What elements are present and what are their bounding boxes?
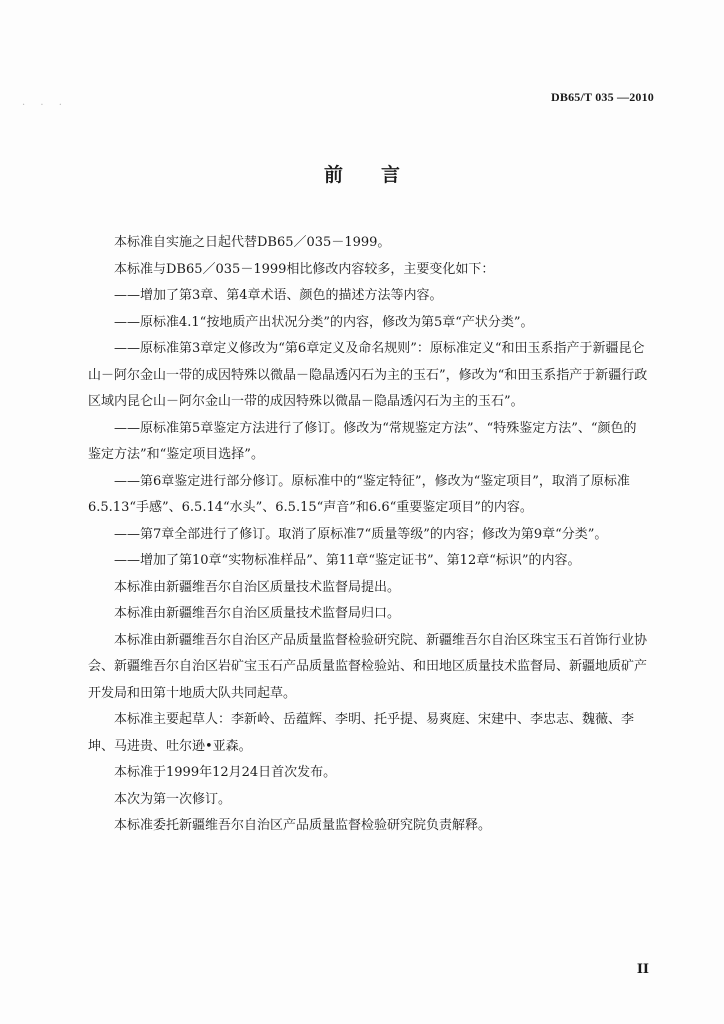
page-number: II [636,962,649,977]
paragraph: 本标准于1999年12月24日首次发布。 [114,765,337,780]
paragraph: ——原标准4.1“按地质产出状况分类”的内容，修改为第5章“产状分类”。 [114,314,534,330]
paragraph: ——原标准第5章鉴定方法进行了修订。修改为“常规鉴定方法”、“特殊鉴定方法”、“颜色的鉴定方法”和“鉴定项目选择”。 [88,420,637,462]
paragraph: 本次为第一次修订。 [114,791,232,807]
paragraph: 本标准由新疆维吾尔自治区产品质量监督检验研究院、新疆维吾尔自治区珠宝玉石首饰行业协会、新疆维吾尔自治区岩矿宝玉石产品质量监督检验站、和田地区质量技术监督局、新疆地质矿产开发局和田第十地质大队共同起草。 [88,632,648,701]
foreword-body [88,230,648,840]
scan-artifact: · · · [22,100,68,111]
paragraph: 本标准与DB65／035－1999相比修改内容较多，主要变化如下： [114,261,495,277]
paragraph: 本标准由新疆维吾尔自治区质量技术监督局提出。 [114,579,401,595]
page-title: 前言 [323,164,438,186]
paragraph: ——原标准第3章定义修改为“第6章定义及命名规则”：原标准定义“和田玉系指产于新疆昆仑山－阿尔金山一带的成因特殊以微晶－隐晶透闪石为主的玉石”，修改为“和田玉系指产于新疆行政区域内昆仑山－阿尔金山一带的成因特殊以微晶－隐晶透闪石为主的玉石”。 [88,341,648,409]
paragraph: 本标准自实施之日起代替DB65／035－1999。 [114,235,391,250]
paragraph: ——第7章全部进行了修订。取消了原标准7“质量等级”的内容；修改为第9章“分类”。 [114,526,608,542]
paragraph: ——增加了第10章“实物标准样品”、第11章“鉴定证书”、第12章“标识”的内容。 [114,553,581,568]
paragraph: ——增加了第3章、第4章术语、颜色的描述方法等内容。 [114,288,443,303]
standard-code: DB65/T 035 —2010 [551,90,654,104]
paragraph: 本标准主要起草人：李新岭、岳蕴辉、李明、托乎提、易爽庭、宋建中、李忠志、魏薇、李坤、马进贵、吐尔逊•亚森。 [88,712,635,754]
paragraph: ——第6章鉴定进行部分修订。原标准中的“鉴定特征”，修改为“鉴定项目”，取消了原标准6.5.13“手感”、6.5.14“水头”、6.5.15“声音”和6.6“重要鉴定项目”的内容。 [88,473,630,515]
paragraph: 本标准委托新疆维吾尔自治区产品质量监督检验研究院负责解释。 [114,818,492,833]
paragraph: 本标准由新疆维吾尔自治区质量技术监督局归口。 [114,606,401,621]
